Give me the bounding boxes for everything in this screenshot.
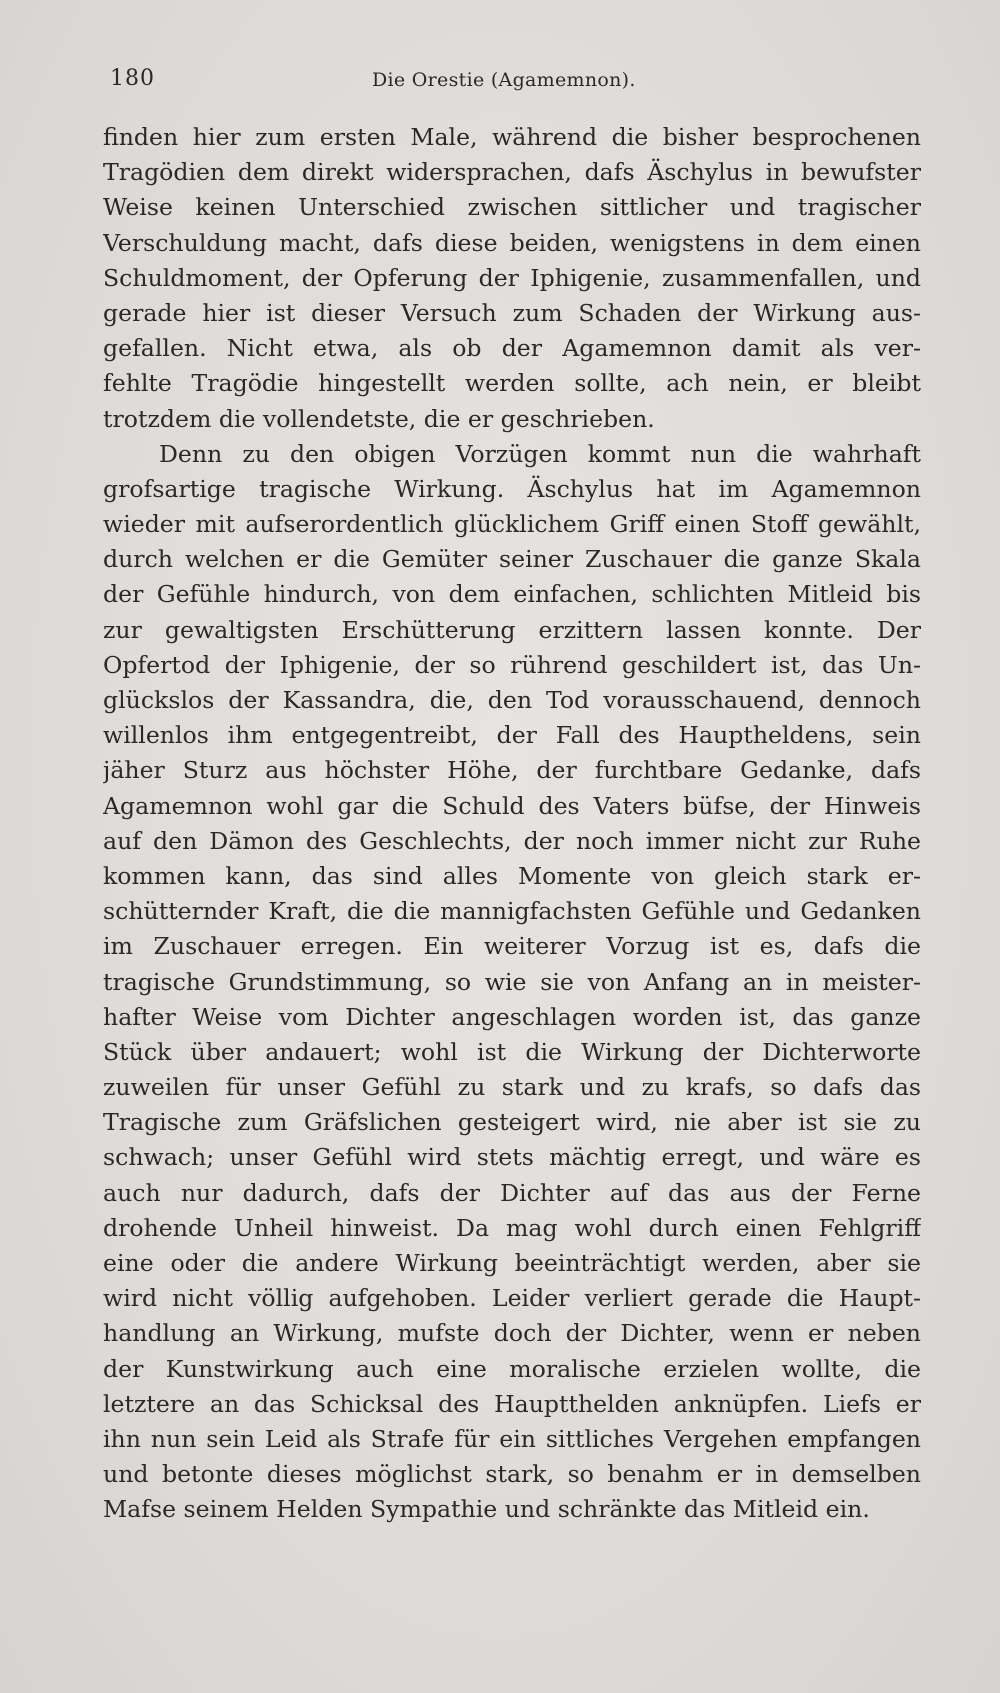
text-line: drohende Unheil hinweist. Da mag wohl durch einen Fehlgriff — [103, 1213, 921, 1242]
text-line: und betonte dieses möglichst stark, so benahm er in demselben — [103, 1460, 921, 1489]
text-line: Stück über andauert; wohl ist die Wirkung der Dichterworte — [103, 1037, 921, 1066]
text-line: auch nur dadurch, dafs der Dichter auf das aus der Ferne — [103, 1178, 921, 1207]
text-line: auf den Dämon des Geschlechts, der noch immer nicht zur Ruhe — [103, 826, 921, 855]
text-line: Tragische zum Gräfslichen gesteigert wird, nie aber ist sie zu — [103, 1108, 921, 1137]
text-line: kommen kann, das sind alles Momente von gleich stark er- — [103, 861, 921, 890]
text-line: Tragödien dem direkt widersprachen, dafs Äschylus in bewufster — [103, 158, 921, 187]
page-number: 180 — [110, 66, 155, 91]
text-line: eine oder die andere Wirkung beeinträchtigt werden, aber sie — [103, 1249, 921, 1277]
text-line: wieder mit aufserordentlich glücklichem Griff einen Stoff gewählt, — [103, 510, 921, 539]
text-line: schütternder Kraft, die die mannigfachsten Gefühle und Gedanken — [103, 897, 921, 926]
text-line: Weise keinen Unterschied zwischen sittlicher und tragischer — [103, 193, 921, 222]
text-line: Schuldmoment, der Opferung der Iphigenie, zusammenfallen, und — [103, 263, 921, 292]
text-line: Mafse seinem Helden Sympathie und schränkte das Mitleid ein. — [103, 1495, 870, 1524]
text-line: Agamemnon wohl gar die Schuld des Vaters büfse, der Hinweis — [103, 791, 921, 820]
text-line: ihn nun sein Leid als Strafe für ein sittliches Vergehen empfangen — [103, 1424, 921, 1453]
text-line: letztere an das Schicksal des Hauptthelden anknüpfen. Liefs er — [103, 1389, 921, 1418]
text-line: durch welchen er die Gemüter seiner Zuschauer die ganze Skala — [103, 545, 921, 574]
text-line: fehlte Tragödie hingestellt werden sollte, ach nein, er bleibt — [103, 369, 921, 398]
text-line: willenlos ihm entgegentreibt, der Fall des Hauptheldens, sein — [103, 721, 921, 750]
text-line: zuweilen für unser Gefühl zu stark und zu krafs, so dafs das — [103, 1073, 921, 1102]
text-line: glückslos der Kassandra, die, den Tod vorausschauend, dennoch — [103, 686, 921, 714]
text-line: der Gefühle hindurch, von dem einfachen, schlichten Mitleid bis — [103, 580, 921, 609]
text-line: schwach; unser Gefühl wird stets mächtig erregt, und wäre es — [103, 1143, 921, 1172]
text-line: der Kunstwirkung auch eine moralische erzielen wollte, die — [103, 1354, 921, 1383]
text-line: Opfertod der Iphigenie, der so rührend geschildert ist, das Un- — [103, 650, 921, 679]
text-line: wird nicht völlig aufgehoben. Leider verliert gerade die Haupt- — [103, 1284, 921, 1313]
page-header — [110, 66, 920, 96]
text-line: handlung an Wirkung, mufste doch der Dichter, wenn er neben — [103, 1319, 921, 1348]
paragraph — [103, 437, 921, 1528]
text-line: gefallen. Nicht etwa, als ob der Agamemnon damit als ver- — [103, 334, 921, 363]
text-line: im Zuschauer erregen. Ein weiterer Vorzug ist es, dafs die — [103, 932, 921, 961]
text-line: gerade hier ist dieser Versuch zum Schaden der Wirkung aus- — [103, 298, 921, 327]
text-line: hafter Weise vom Dichter angeschlagen worden ist, das ganze — [103, 1002, 921, 1031]
text-line: jäher Sturz aus höchster Höhe, der furchtbare Gedanke, dafs — [103, 756, 921, 785]
text-line: Verschuldung macht, dafs diese beiden, wenigstens in dem einen — [103, 228, 921, 257]
text-line: trotzdem die vollendetste, die er geschrieben. — [103, 404, 655, 433]
text-line: zur gewaltigsten Erschütterung erzittern lassen konnte. Der — [103, 615, 921, 644]
text-line: finden hier zum ersten Male, während die bisher besprochenen — [103, 123, 921, 151]
body-text — [103, 120, 921, 1528]
running-title: Die Orestie (Agamemnon). — [372, 69, 636, 91]
text-line: Denn zu den obigen Vorzügen kommt nun die wahrhaft — [159, 439, 921, 468]
text-line: tragische Grundstimmung, so wie sie von Anfang an in meister- — [103, 967, 921, 996]
text-line: grofsartige tragische Wirkung. Äschylus hat im Agamemnon — [103, 474, 921, 503]
paragraph — [103, 120, 921, 437]
